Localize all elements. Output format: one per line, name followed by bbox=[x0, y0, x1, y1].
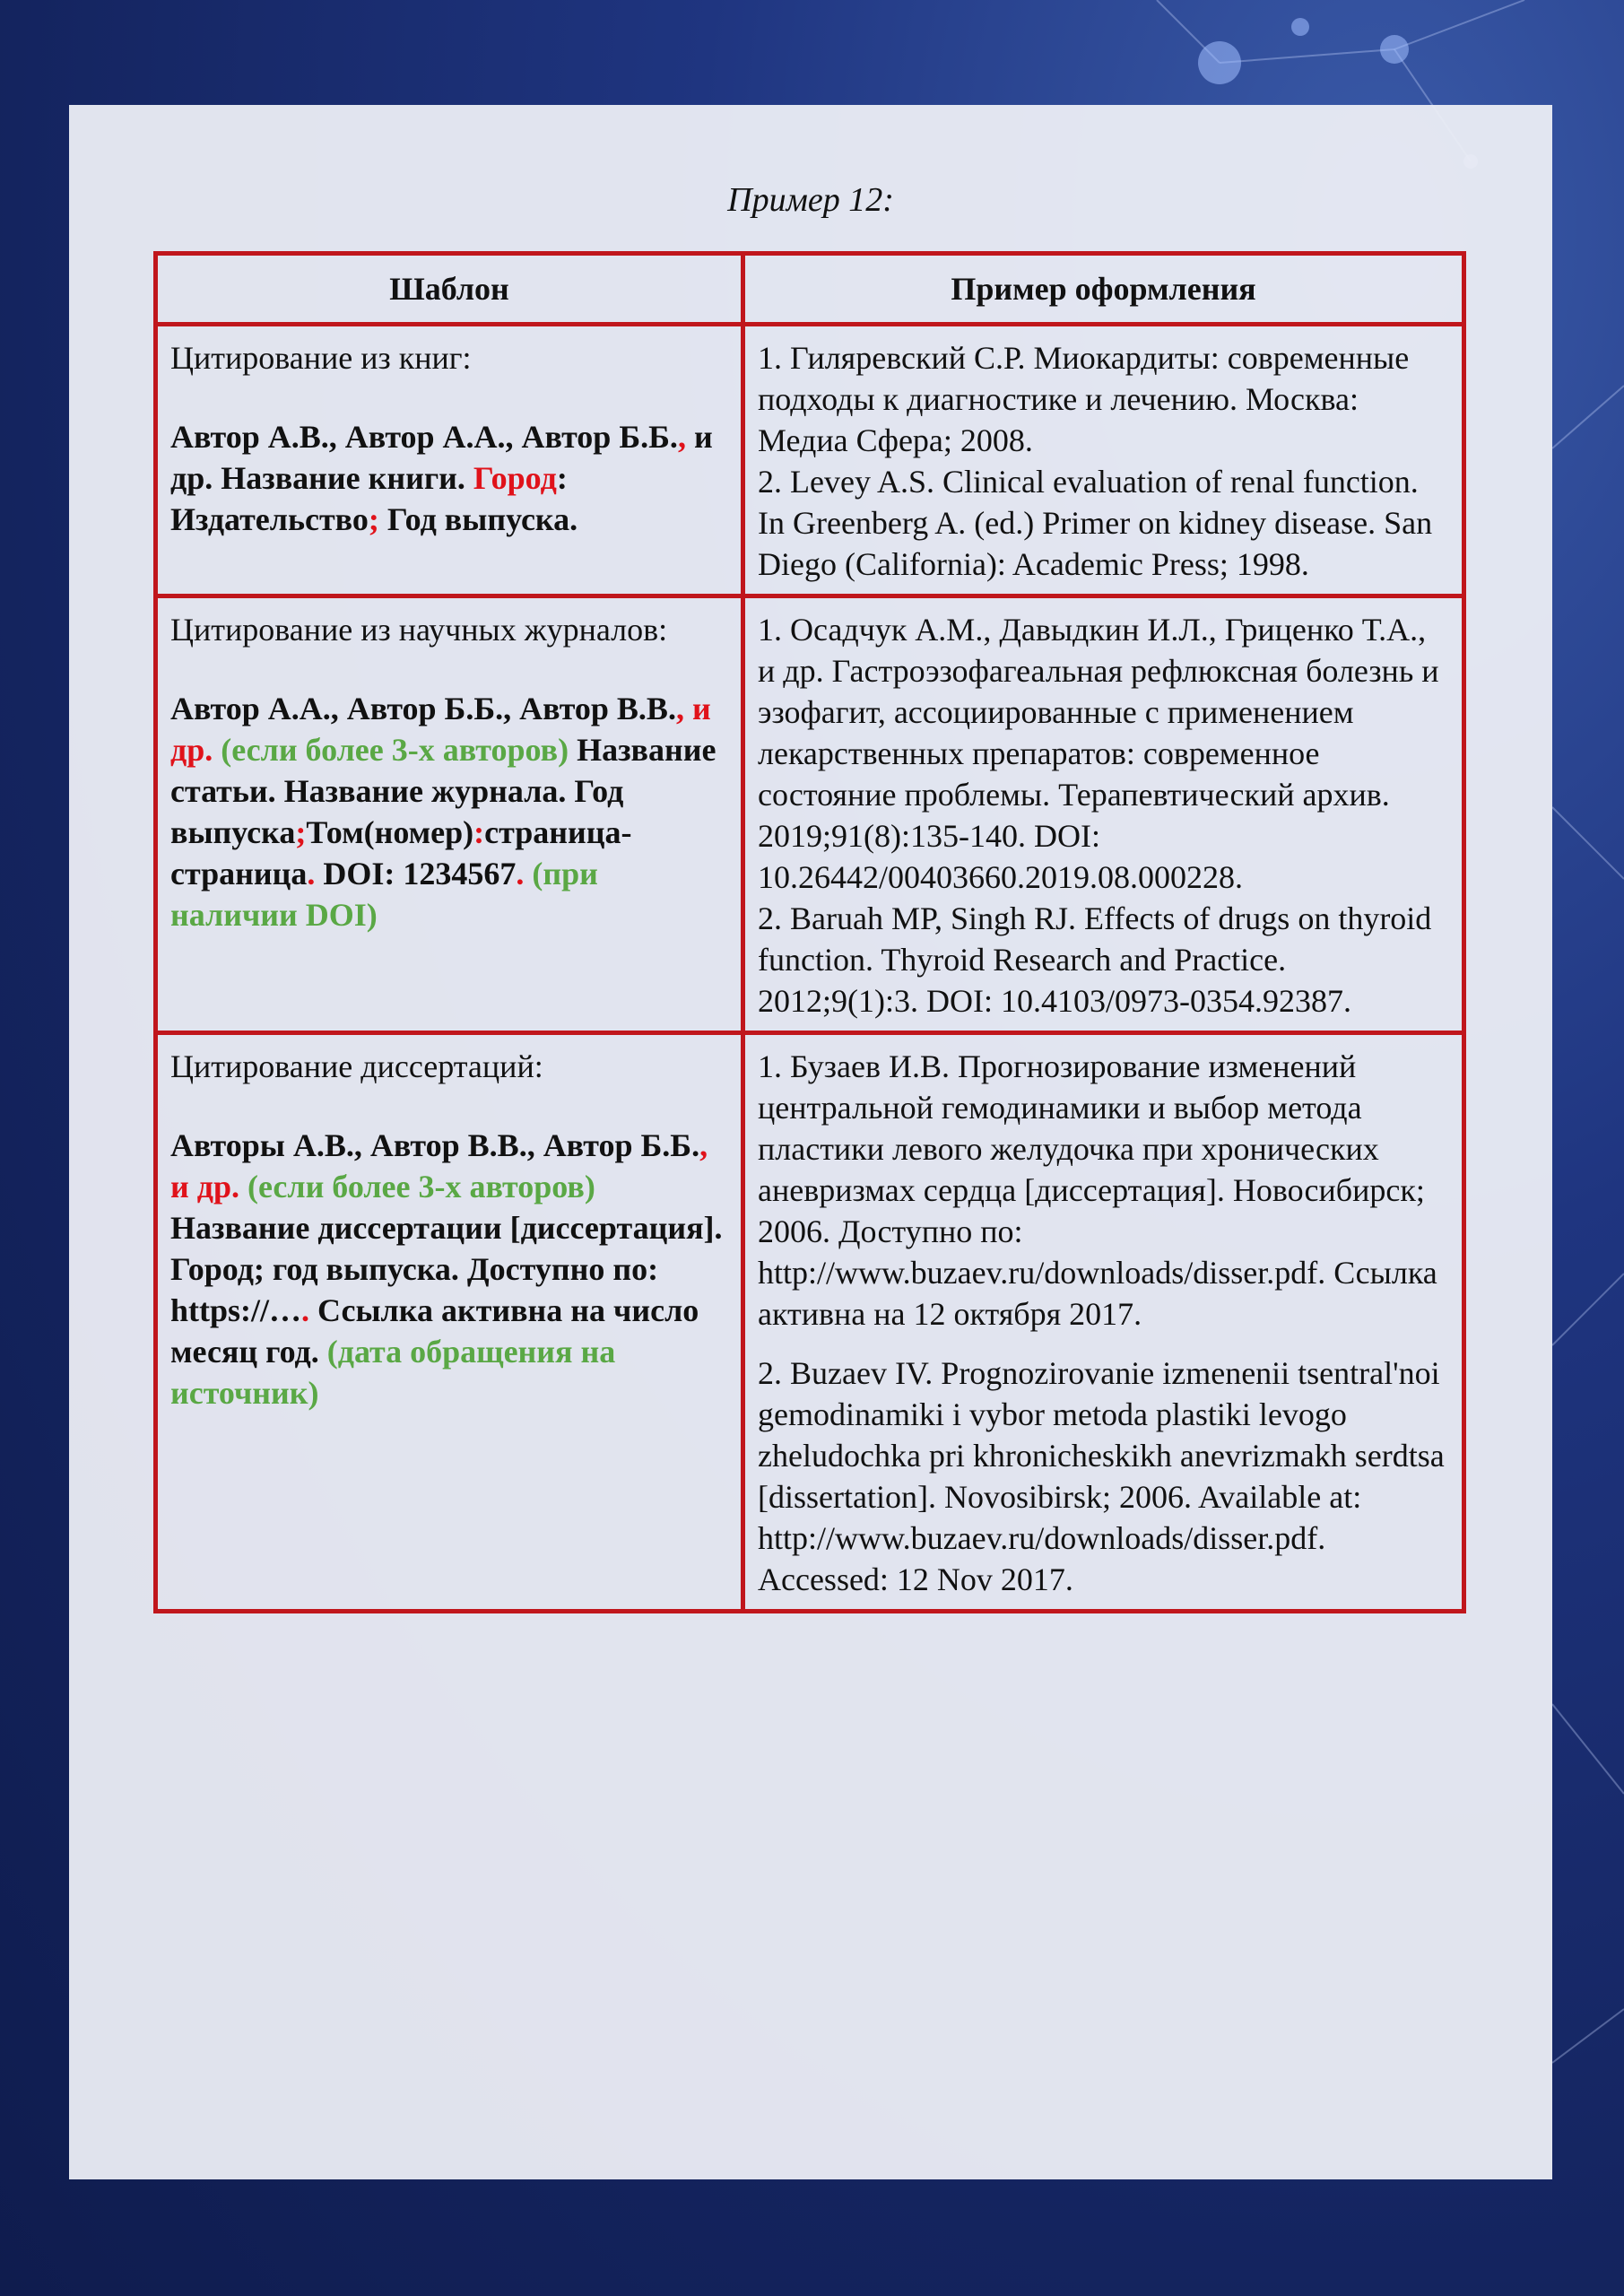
template-segment-green: (если более 3-х авторов) bbox=[239, 1169, 595, 1205]
template-segment-black: : Издательство bbox=[170, 460, 568, 537]
citation-template bbox=[170, 416, 728, 540]
reference-example: 2. Buzaev IV. Prognozirovanie izmenenii tsentral'noi gemodinamiki i vybor metoda plastiki levogo zheludochka pri khronicheskikh anevrizmakh serdtsa [dissertation]. Novosibirsk; 2006. Available at: http://www.buzaev.ru/downloads/disser.pdf. Accessed: 12 Nov 2017. bbox=[758, 1355, 1445, 1597]
example-cell bbox=[743, 596, 1464, 1033]
reference-example: 2. Levey A.S. Clinical evaluation of renal function. In Greenberg A. (ed.) Primer on kidney disease. San Diego (California): Academic Press; 1998. bbox=[758, 464, 1433, 582]
template-segment-black: страница-страница bbox=[170, 814, 632, 891]
citation-template-table bbox=[153, 251, 1466, 1613]
template-segment-black: Название диссертации [диссертация]. Город; год выпуска. Доступно по: https://… bbox=[170, 1210, 723, 1328]
citation-template bbox=[170, 688, 728, 935]
template-segment-red: . bbox=[301, 1292, 310, 1328]
template-segment-black: и др. Название книги. bbox=[170, 419, 713, 496]
reference-example: 1. Осадчук А.М., Давыдкин И.Л., Гриценко Т.А., и др. Гастроэзофагеальная рефлюксная болезнь и эзофагит, ассоциированные с применением лекарственных препаратов: современное состояние проблемы. Терапевтический архив. 2019;91(8):135-140. DOI: 10.26442/00403660.2019.08.000228. bbox=[758, 612, 1439, 895]
template-segment-black: Название статьи. Название журнала. Год выпуска bbox=[170, 732, 716, 850]
template-cell bbox=[156, 1033, 743, 1612]
citation-type-label: Цитирование из книг: bbox=[170, 340, 472, 376]
table-header-row bbox=[156, 254, 1464, 325]
citation-type-label: Цитирование из научных журналов: bbox=[170, 612, 668, 648]
reference-example: 1. Гиляревский С.Р. Миокардиты: современные подходы к диагностике и лечению. Москва: Медиа Сфера; 2008. bbox=[758, 340, 1410, 458]
template-segment-black: DOI: 1234567 bbox=[315, 856, 517, 891]
template-segment-green: (дата обращения на источник) bbox=[170, 1334, 616, 1411]
reference-example: 2. Baruah MP, Singh RJ. Effects of drugs on thyroid function. Thyroid Research and Practice. 2012;9(1):3. DOI: 10.4103/0973-0354.92387. bbox=[758, 900, 1432, 1019]
template-segment-red: ; bbox=[295, 814, 307, 850]
template-segment-red: . bbox=[307, 856, 316, 891]
template-segment-red: Город bbox=[473, 460, 557, 496]
header-example: Пример оформления bbox=[743, 254, 1464, 325]
template-segment-black: Автор А.В., Автор А.А., Автор Б.Б. bbox=[170, 419, 678, 455]
template-segment-red: ; bbox=[368, 501, 379, 537]
template-segment-black: Ссылка активна на число месяц год. bbox=[170, 1292, 699, 1370]
example-cell bbox=[743, 1033, 1464, 1612]
template-segment-black: Год выпуска. bbox=[378, 501, 578, 537]
template-segment-red: . bbox=[516, 856, 525, 891]
citation-type-label: Цитирование диссертаций: bbox=[170, 1048, 543, 1084]
template-segment-green: (если более 3-х авторов) bbox=[213, 732, 569, 768]
template-segment-red: , и др. bbox=[170, 1127, 708, 1205]
table-row-journals bbox=[156, 596, 1464, 1033]
reference-example: 1. Бузаев И.В. Прогнозирование изменений центральной гемодинамики и выбор метода пластики левого желудочка при хронических аневризмах сердца [диссертация]. Новосибирск; 2006. Доступно по: http://www.buzaev.ru/downloads/disser.pdf. Ссылка активна на 12 октября 2017. bbox=[758, 1048, 1437, 1332]
citation-template bbox=[170, 1125, 728, 1413]
table-row-books bbox=[156, 325, 1464, 596]
table-row-dissertations bbox=[156, 1033, 1464, 1612]
header-template: Шаблон bbox=[156, 254, 743, 325]
template-segment-black: Авторы А.В., Автор В.В., Автор Б.Б. bbox=[170, 1127, 700, 1163]
template-segment-black: Автор А.А., Автор Б.Б., Автор В.В. bbox=[170, 691, 676, 726]
template-segment-red: , bbox=[677, 419, 686, 455]
document-page bbox=[69, 105, 1552, 2179]
template-cell bbox=[156, 325, 743, 596]
example-title: Пример 12: bbox=[727, 181, 894, 219]
template-cell bbox=[156, 596, 743, 1033]
example-cell bbox=[743, 325, 1464, 596]
template-segment-red: , и др. bbox=[170, 691, 711, 768]
template-segment-red: : bbox=[473, 814, 485, 850]
template-segment-green: (при наличии DOI) bbox=[170, 856, 598, 933]
template-segment-black: Том(номер) bbox=[306, 814, 474, 850]
